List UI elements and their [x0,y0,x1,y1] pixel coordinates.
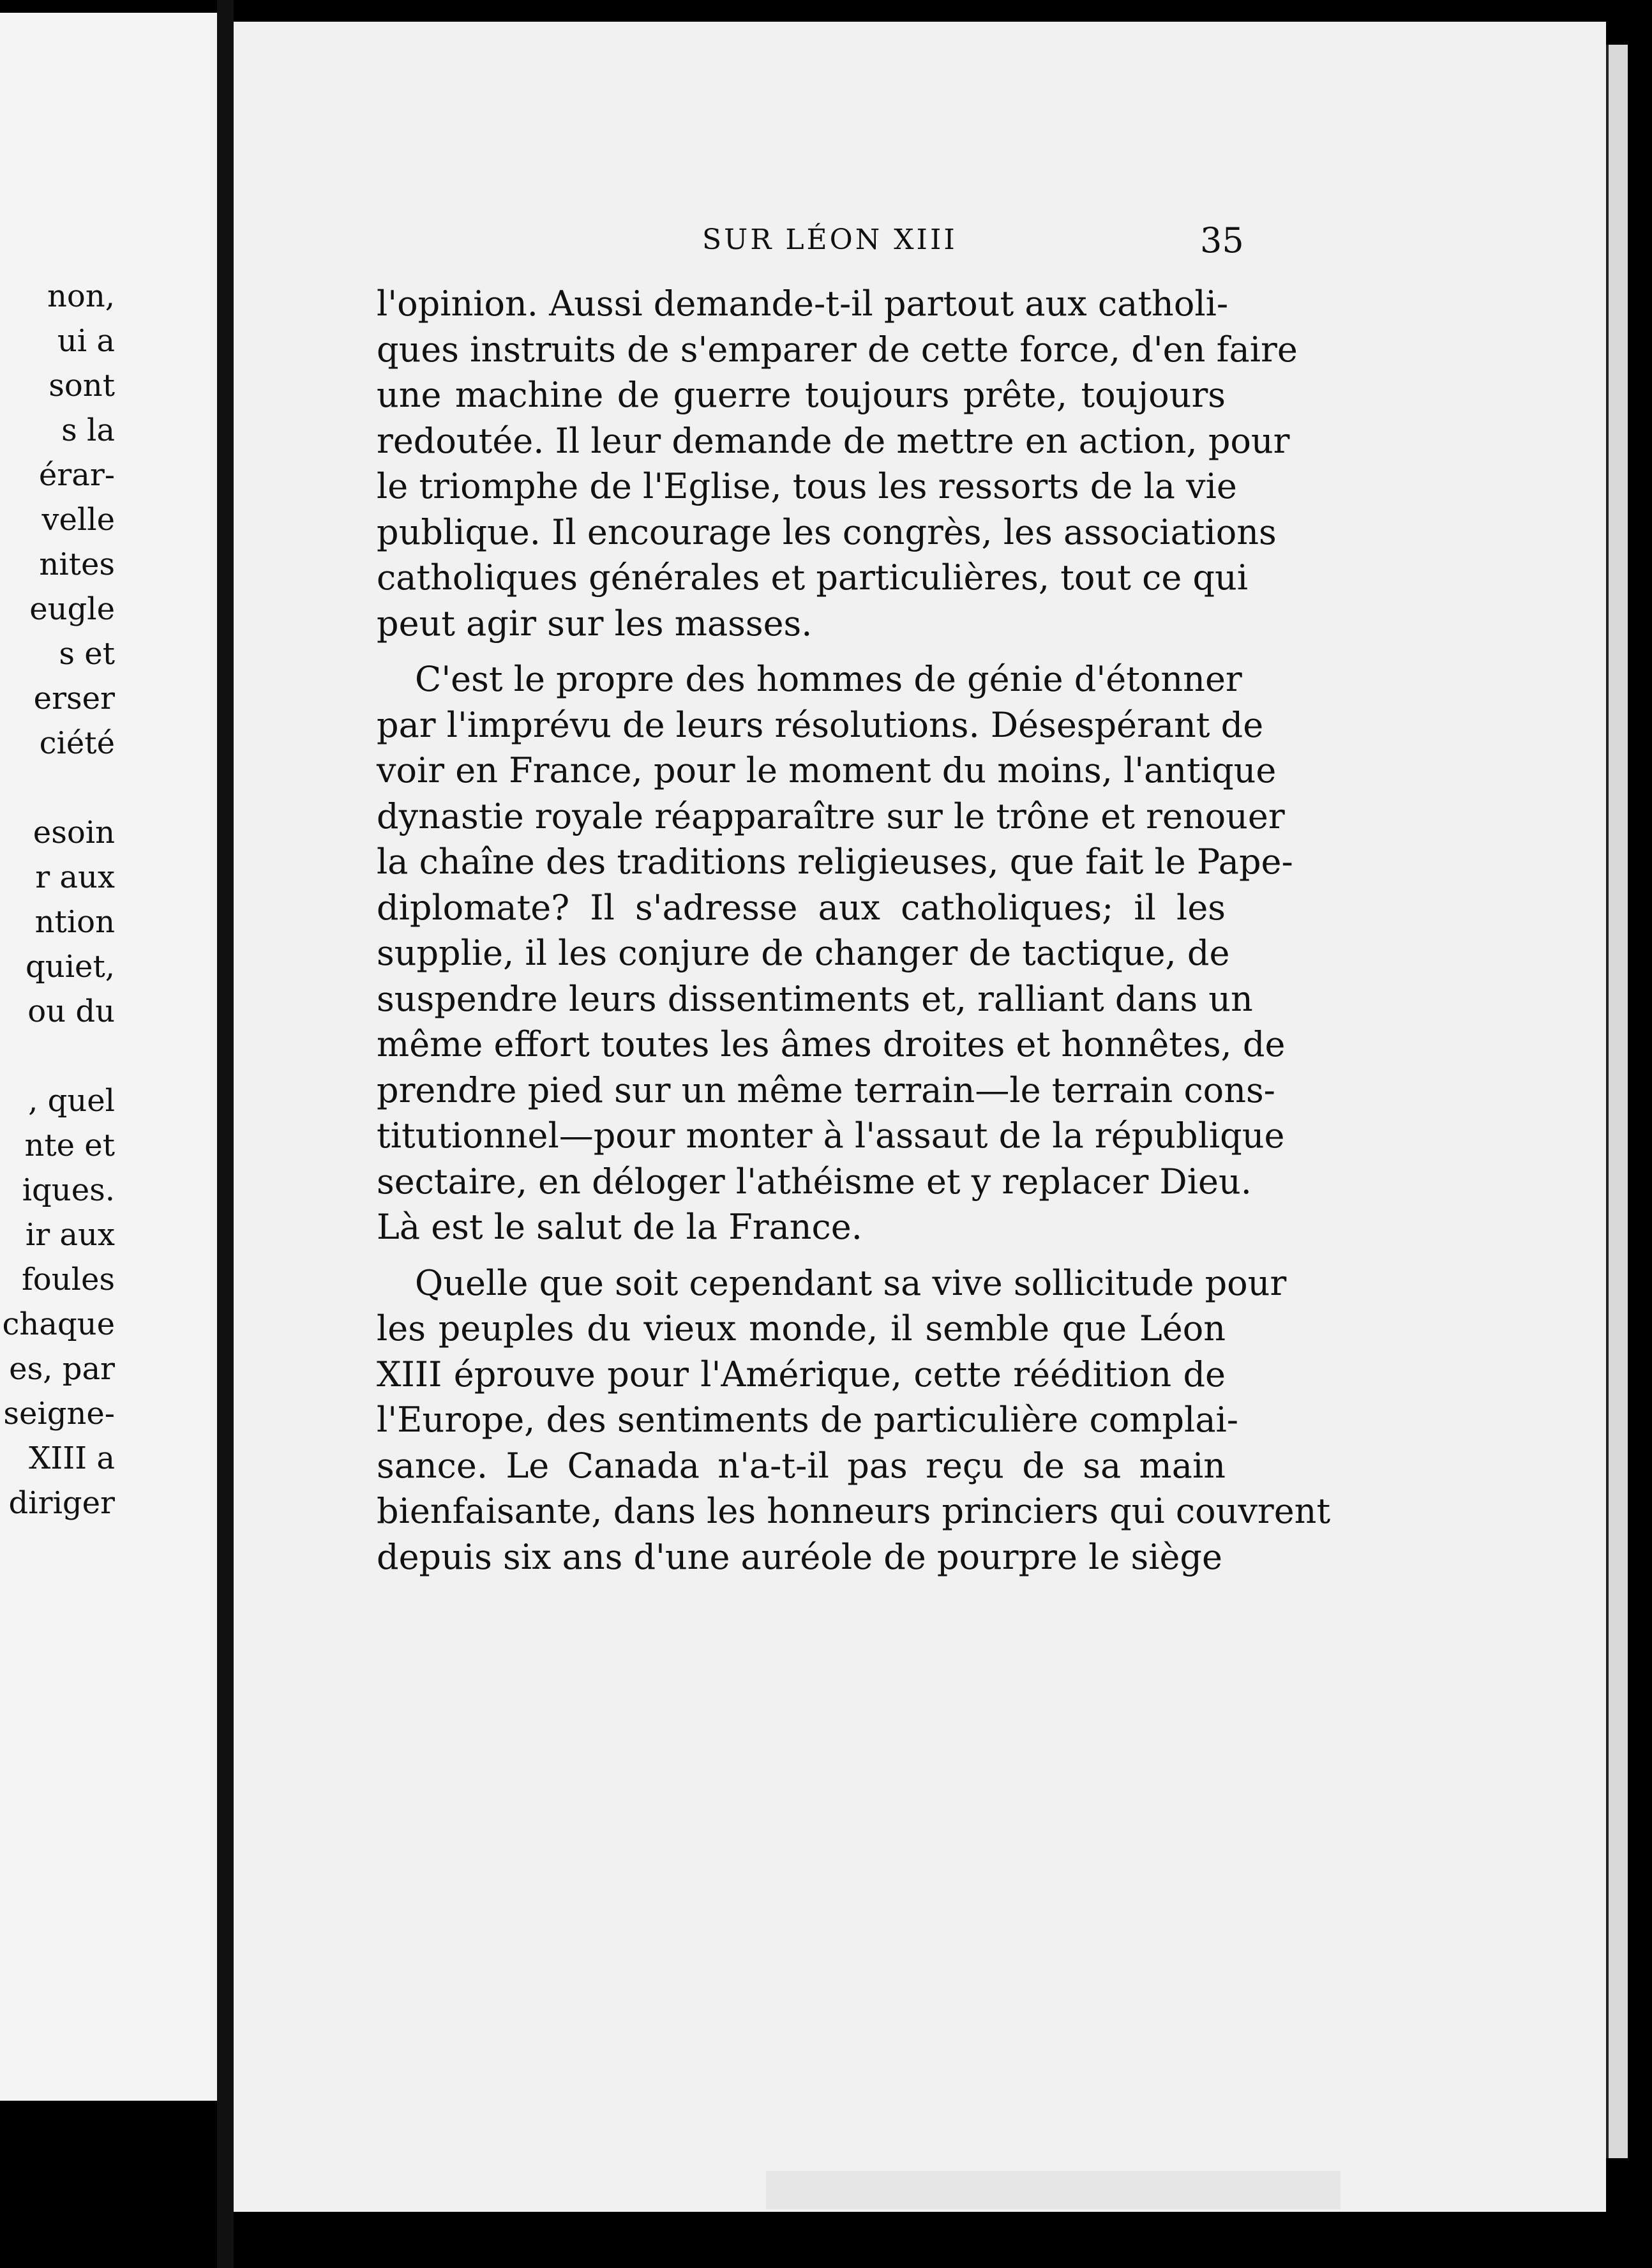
text-line: prendre pied sur un même terrain—le terrain cons- [377,1070,1275,1110]
facing-page-line: ir aux [25,1217,115,1253]
text-line: sance. Le Canada n'a-t-il pas reçu de sa main [377,1445,1226,1486]
text-line: par l'imprévu de leurs résolutions. Désespérant de [377,704,1264,745]
facing-page-line: XIII a [29,1440,115,1476]
facing-page-line: erser [33,681,115,716]
text-line: le triomphe de l'Eglise, tous les ressorts de la vie [377,466,1237,506]
facing-page-line: velle [41,502,115,538]
facing-page-line: érar- [38,457,115,493]
facing-page-line: ntion [34,904,115,940]
text-line: supplie, il les conjure de changer de tactique, de [377,933,1230,973]
facing-page-line: , quel [28,1083,115,1119]
facing-page-line: foules [22,1262,115,1297]
facing-page [0,13,217,2101]
text-line: suspendre leurs dissentiments et, ralliant dans un [377,978,1253,1019]
facing-page-line: nites [39,547,115,582]
facing-page-line: iques. [22,1172,115,1208]
text-line: sectaire, en déloger l'athéisme et y replacer Dieu. [377,1161,1252,1202]
text-line: l'opinion. Aussi demande-t-il partout aux catholi- [377,284,1229,324]
text-line: redoutée. Il leur demande de mettre en action, pour [377,420,1290,461]
facing-page-line: diriger [8,1485,115,1521]
text-line: XIII éprouve pour l'Amérique, cette réédition de [377,1354,1226,1395]
facing-page-line: non, [47,278,115,314]
paragraph [377,281,1298,646]
page-bottom-strip [766,2171,1340,2209]
paragraph [377,656,1293,1250]
page-number: 35 [1200,220,1244,261]
text-line: dynastie royale réapparaître sur le trône et renouer [377,796,1285,836]
book-gutter [217,0,234,2268]
facing-page-line: chaque [2,1306,115,1342]
text-line: depuis six ans d'une auréole de pourpre le siège [377,1536,1222,1577]
text-line: Là est le salut de la France. [377,1207,862,1247]
facing-page-line: ou du [27,994,115,1029]
facing-page-line: s la [61,412,115,448]
facing-page-line: esoin [33,815,115,850]
body-text [377,281,1331,1580]
paragraph [377,1260,1331,1580]
facing-page-line: quiet, [26,949,115,985]
text-line: l'Europe, des sentiments de particulière complai- [377,1400,1239,1440]
text-line: les peuples du vieux monde, il semble que Léon [377,1308,1226,1349]
text-line: ques instruits de s'emparer de cette force, d'en faire [377,329,1298,370]
text-line: même effort toutes les âmes droites et honnêtes, de [377,1024,1286,1064]
paragraph-gap [377,1250,1226,1260]
paragraph-gap [377,646,1226,656]
text-line: Quelle que soit cependant sa vive sollicitude pour [415,1262,1287,1303]
facing-page-line: es, par [9,1351,115,1387]
facing-page-line: ui a [57,323,115,359]
facing-page-line: eugle [29,591,115,627]
facing-page-line: s et [59,636,115,672]
text-line: une machine de guerre toujours prête, toujours [377,375,1226,415]
text-line: catholiques générales et particulières, tout ce qui [377,557,1249,598]
facing-page-line: r aux [35,859,115,895]
page-edge [1606,45,1628,2158]
text-line: C'est le propre des hommes de génie d'étonner [415,659,1242,699]
text-line: publique. Il encourage les congrès, les associations [377,511,1277,552]
facing-page-line: ciété [39,725,115,761]
text-line: bienfaisante, dans les honneurs princiers qui couvrent [377,1491,1331,1531]
facing-page-line: seigne- [3,1396,115,1432]
text-line: voir en France, pour le moment du moins, l'antique [377,750,1277,790]
text-line: titutionnel—pour monter à l'assaut de la république [377,1115,1285,1156]
running-title: SUR LÉON XIII [702,223,957,256]
text-line: diplomate? Il s'adresse aux catholiques; il les [377,887,1226,928]
text-line: la chaîne des traditions religieuses, que fait le Pape- [377,842,1293,882]
text-line: peut agir sur les masses. [377,603,813,644]
facing-page-line: sont [49,368,115,404]
facing-page-line: nte et [24,1128,115,1163]
